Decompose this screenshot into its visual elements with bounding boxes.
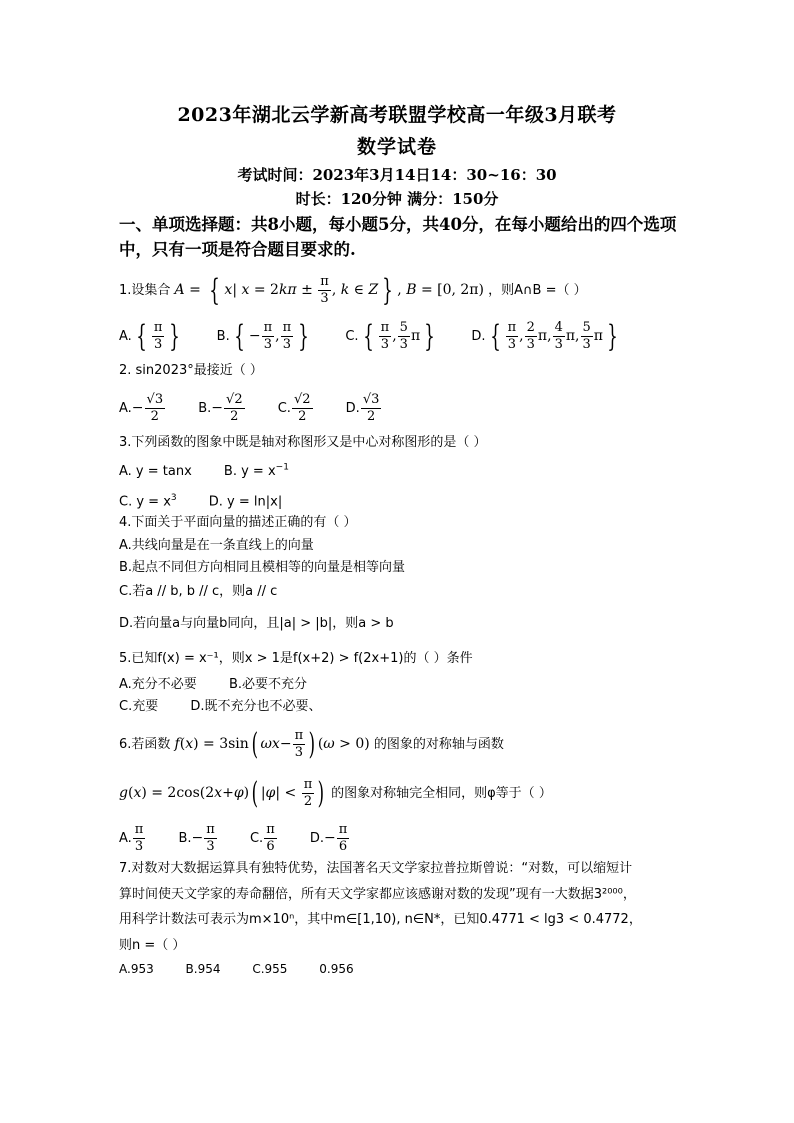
section-heading-line2: 中，只有一项是符合题目要求的. [119, 240, 356, 259]
q6-option-d: D.− $\frac{\pi}{6}$ [309, 822, 348, 854]
question-7-line2: 算时间使天文学家的寿命翻倍，所有天文学家都应该感谢对数的发现”现有一大数据3²⁰⁰⁰， [119, 887, 636, 902]
question-5-stem: 5.已知f(x) = x⁻¹，则x > 1是f(x+2) > f(2x+1)的（ ）条件 [119, 651, 473, 666]
question-2-stem [119, 362, 263, 380]
q4-option-b: B.起点不同但方向相同且模相等的向量是相等向量 [119, 560, 406, 575]
q6-prefix: 6.若函数 [119, 737, 171, 752]
q1-option-c: C. { $\frac{\pi}{3}$ , $\frac{5}{3}$ π } [345, 318, 435, 354]
q6-line1-suffix: 的图象的对称轴与函数 [373, 737, 504, 752]
q6-line2-suffix: 的图象对称轴完全相同，则φ等于（ ） [331, 786, 552, 801]
q2-option-c: C. $\frac{√2}{2}$ [277, 392, 311, 424]
question-6-options [119, 822, 378, 855]
q5-option-b: B.必要不充分 [228, 677, 308, 692]
q5-option-c: C.充要 [119, 699, 159, 714]
question-6-line1: 6.若函数 f(x) = 3sin( ωx− $\frac{\pi}{3}$ ) (ω > 0) 的图象的对称轴与函数 [119, 726, 504, 762]
question-5-options-row2 [119, 698, 322, 716]
question-1-options [119, 320, 650, 353]
exam-duration: 时长：120分钟 满分：150分 [295, 190, 499, 208]
q1-option-d: D. { $\frac{\pi}{3}$ , $\frac{2}{3}$ π, $\frac{4}{3}$ π, $\frac{5}{3}$ π } [471, 318, 618, 354]
q4-option-a: A.共线向量是在一条直线上的向量 [119, 538, 314, 553]
question-2-options [119, 392, 410, 425]
exam-title: 2023年湖北云学新高考联盟学校高一年级3月联考 [177, 104, 617, 126]
q1-option-a: A. { $\frac{\pi}{3}$ } [119, 318, 181, 354]
question-6-line2: g(x) = 2cos(2x+φ)( |φ| < $\frac{\pi}{2}$ ) 的图象对称轴完全相同，则φ等于（ ） [119, 775, 552, 811]
q2-option-b: B.− $\frac{√2}{2}$ [198, 392, 243, 424]
q3-option-d: D. y = ln|x| [208, 494, 283, 510]
q5-option-a: A.充分不必要 [119, 677, 197, 692]
q7-option-c: C.955 [252, 962, 288, 976]
question-3-stem: 3.下列函数的图象中既是轴对称图形又是中心对称图形的是（ ） [119, 435, 487, 450]
q7-option-b: B.954 [185, 962, 221, 976]
q5-option-d: D.既不充分也不必要、 [190, 699, 322, 714]
question-7-line4: 则n =（ ） [119, 938, 186, 953]
q6-option-c: C. $\frac{\pi}{6}$ [249, 822, 275, 854]
question-3-options-row2 [119, 489, 282, 511]
subject-title: 数学试卷 [356, 136, 437, 158]
question-4-stem: 4.下面关于平面向量的描述正确的有（ ） [119, 515, 357, 530]
q3-option-a: A. y = tanx [119, 464, 192, 480]
q1-option-b: B. { − $\frac{\pi}{3}$ , $\frac{\pi}{3}$ } [216, 318, 309, 354]
q2-stem-suffix: 最接近（ ） [193, 363, 263, 378]
exam-time: 考试时间：2023年3月14日14：30~16：30 [237, 166, 557, 184]
question-7-options [119, 960, 382, 978]
q2-option-a: A.− $\frac{√3}{2}$ [119, 392, 164, 424]
q4-option-d: D.若向量a与向量b同向，且|a| > |b|，则a > b [119, 616, 394, 631]
q4-option-c: C.若a // b, b // c，则a // c [119, 584, 278, 599]
q6-option-a: A. $\frac{\pi}{3}$ [119, 822, 144, 854]
q3-option-c: C. $y = x^3$ [119, 493, 177, 510]
question-5-options-row1 [119, 676, 307, 694]
q2-stem-prefix: 2. sin2023° [119, 363, 194, 378]
section-heading-line1: 一、单项选择题：共8小题，每小题5分，共40分，在每小题给出的四个选项 [119, 215, 677, 234]
q6-option-b: B.− $\frac{\pi}{3}$ [178, 822, 215, 854]
q2-option-d: D. $\frac{√3}{2}$ [345, 392, 380, 424]
question-1-stem: 1.设集合 A = { x| x = 2kπ ± $\frac{\pi}{3}$ , k ∈ Z } , B = [0, 2π) ，则A∩B =（ ） [119, 272, 587, 308]
question-7-line3: 用科学计数法可表示为m×10ⁿ，其中m∈[1,10), n∈N*，已知0.4771 < lg3 < 0.4772， [119, 912, 642, 927]
question-3-options-row1 [119, 459, 289, 481]
q7-option-d: 0.956 [319, 962, 354, 976]
q7-option-a: A.953 [119, 962, 154, 976]
q1-prefix: 1.设集合 [119, 283, 171, 298]
q1-suffix: ，则A∩B =（ ） [488, 283, 587, 298]
q3-option-b: B. $y = x^{-1}$ [223, 463, 289, 480]
question-7-line1: 7.对数对大数据运算具有独特优势，法国著名天文学家拉普拉斯曾说：“对数，可以缩短计 [119, 861, 633, 876]
